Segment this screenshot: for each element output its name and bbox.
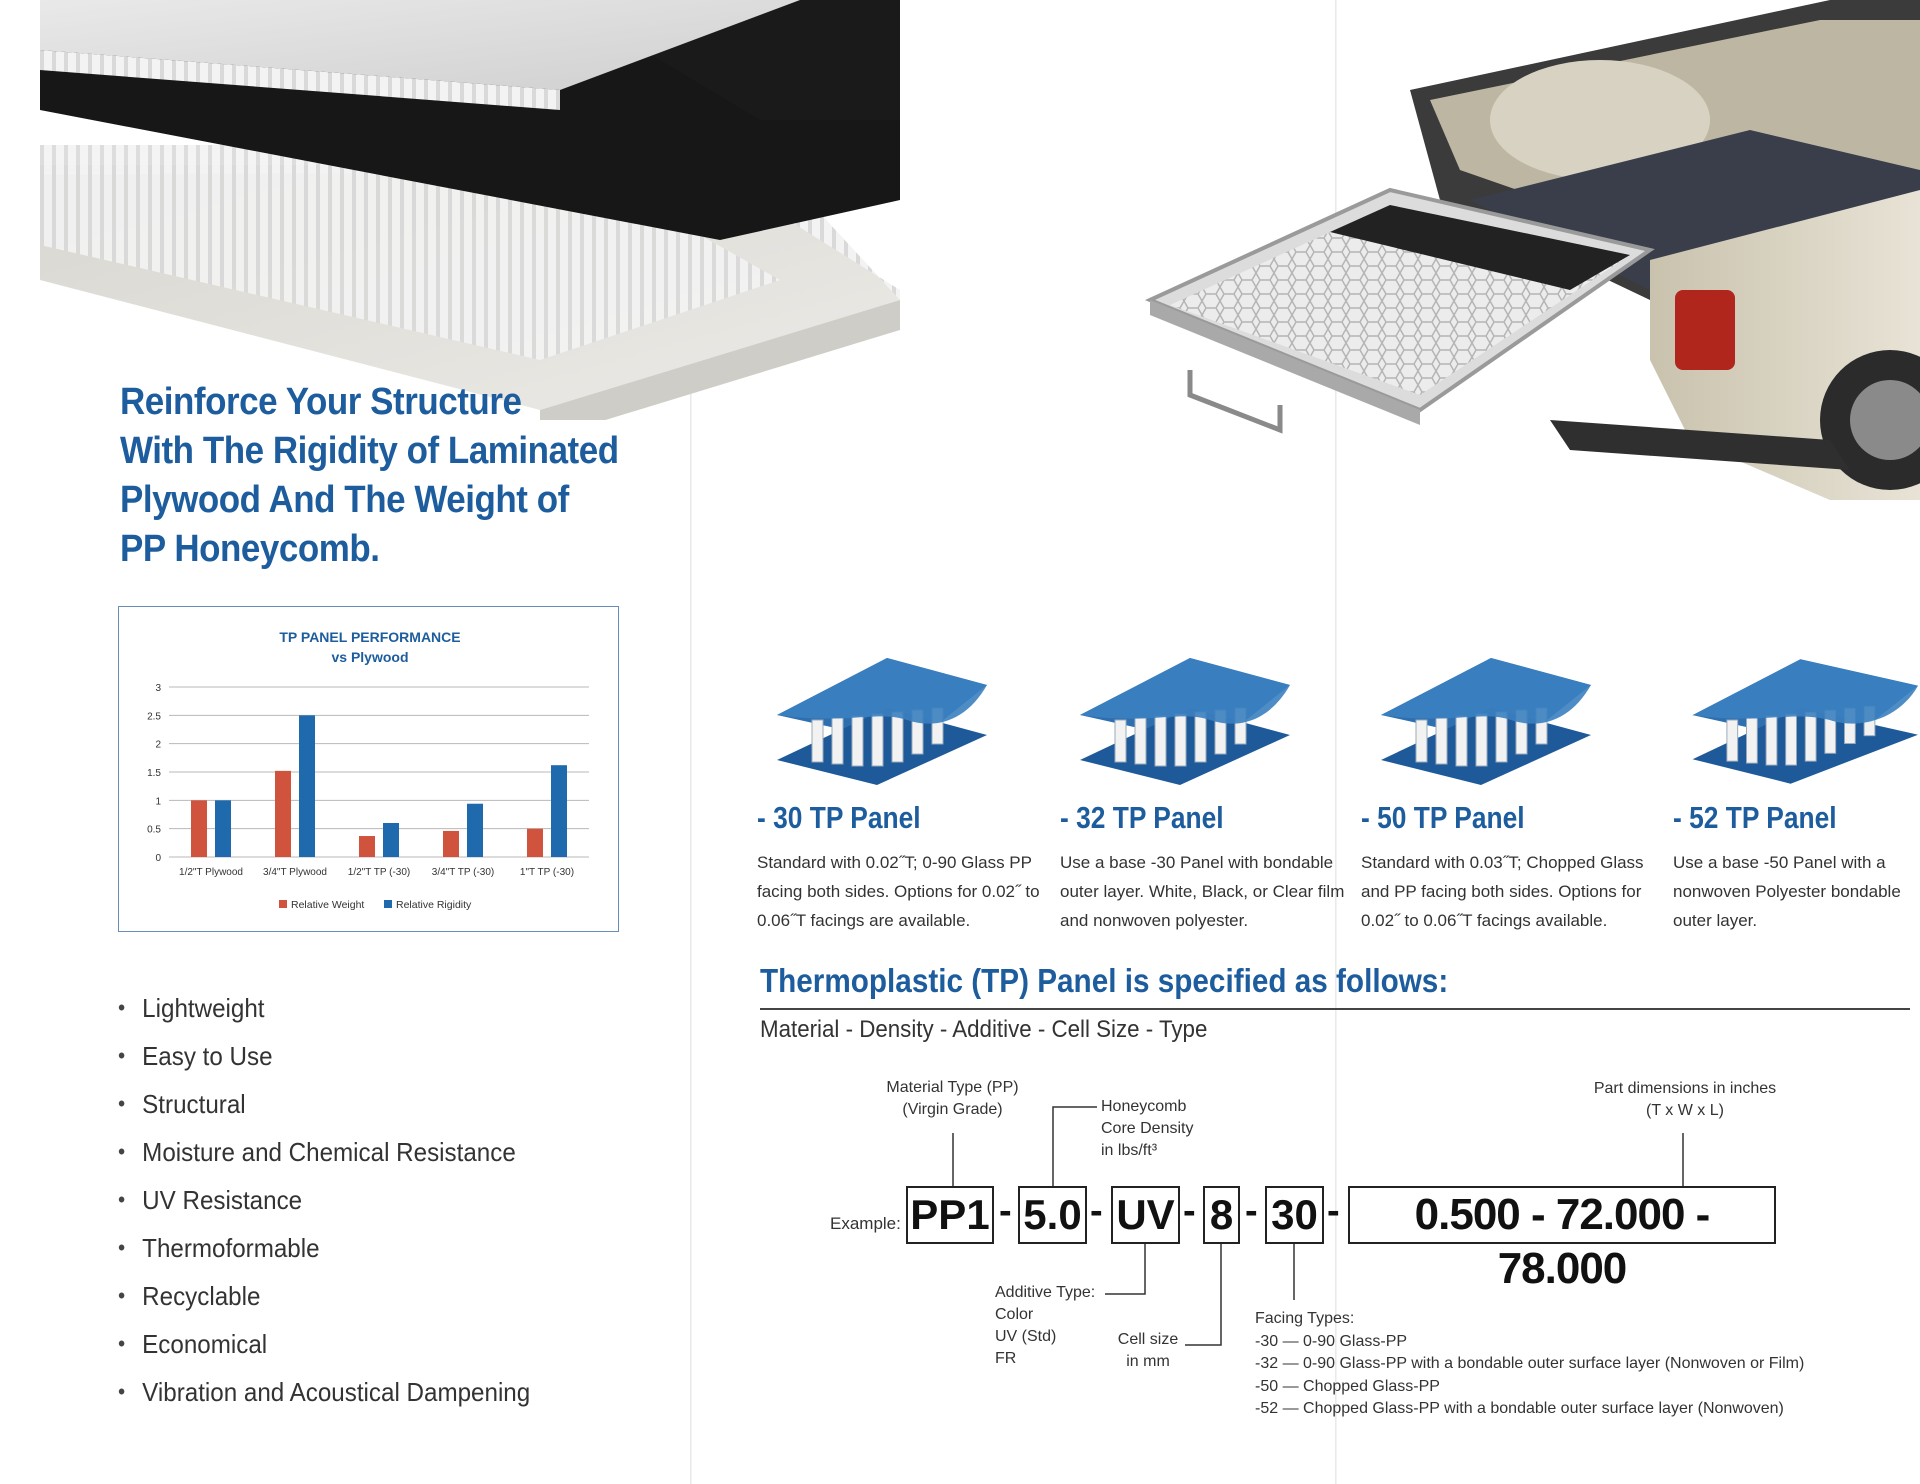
panel-description: Use a base -50 Panel with a nonwoven Polyester bondable outer layer. [1673,853,1901,930]
label-line: Material Type (PP) [886,1079,1019,1096]
bullet-icon: • [118,1331,126,1356]
facing-item: -52 — Chopped Glass-PP with a bondable outer surface layer (Nonwoven) [1255,1400,1784,1417]
honeycomb-panel-icon [1673,650,1918,790]
x-tick-label: 1/2"T TP (-30) [347,867,411,878]
y-tick-label: 2.5 [147,711,161,723]
example-label: Example: [830,1214,901,1233]
code-dimensions: 0.500 - 72.000 - 78.000 [1348,1186,1776,1244]
bar-relative-weight [191,800,207,857]
performance-chart [118,606,619,932]
headline [120,378,654,574]
bullet-icon: • [118,1091,126,1116]
bullet-icon: • [118,1139,126,1164]
bar-relative-rigidity [299,715,315,857]
code-additive: UV [1111,1186,1180,1244]
honeycomb-panel-icon [1060,650,1310,790]
cell-size-label [1108,1329,1188,1373]
label-line: Additive Type: [995,1284,1096,1301]
truck-cargo-slide-image [1130,0,1920,520]
bar-relative-weight [443,831,459,857]
code-separator: - [1327,1190,1340,1232]
feature-label: Economical [142,1329,268,1359]
label-line: in mm [1126,1353,1170,1370]
material-type-label [870,1077,1035,1121]
code-separator: - [1183,1190,1196,1232]
feature-label: Moisture and Chemical Resistance [142,1137,516,1167]
facing-heading: Facing Types: [1255,1310,1355,1327]
label-line: UV (Std) [995,1328,1057,1345]
feature-item [118,1224,530,1272]
feature-label: Thermoformable [142,1233,320,1263]
label-line: Honeycomb [1101,1098,1187,1115]
bullet-icon: • [118,1235,126,1260]
panel-description: Standard with 0.03˝T; Chopped Glass and PP facing both sides. Options for 0.02˝ to 0.06˝T facings available. [1361,853,1644,930]
feature-item [118,984,530,1032]
bar-relative-rigidity [551,765,567,857]
panel-title: - 32 TP Panel [1060,800,1224,835]
bar-relative-weight [275,771,291,857]
x-tick-label: 3/4"T TP (-30) [431,867,495,878]
y-tick-label: 0.5 [147,824,161,836]
panel-title: - 30 TP Panel [757,800,921,835]
code-separator: - [1090,1190,1103,1232]
headline-line: Reinforce Your Structure [120,381,522,423]
additive-type-label [995,1282,1095,1370]
legend-swatch [279,900,287,908]
x-tick-label: 3/4"T Plywood [263,867,327,878]
honeycomb-panel-icon [1361,650,1611,790]
facing-item: -30 — 0-90 Glass-PP [1255,1332,1408,1350]
chart-subtitle: vs Plywood [331,649,409,665]
bullet-icon: • [118,1187,126,1212]
y-tick-label: 1.5 [147,768,161,779]
code-cell-size: 8 [1203,1186,1240,1244]
label-line: (T x W x L) [1646,1102,1724,1119]
features-list [118,984,561,1416]
code-separator: - [1245,1190,1258,1232]
feature-item [118,1368,530,1416]
code-separator: - [999,1190,1012,1232]
bar-relative-rigidity [467,804,483,857]
laminated-panel-image [0,0,900,420]
feature-item [118,1272,530,1320]
feature-item [118,1032,530,1080]
y-tick-label: 1 [155,796,161,808]
y-tick-label: 0 [155,853,161,864]
bullet-icon: • [118,995,126,1020]
x-tick-label: 1/2"T Plywood [179,867,243,878]
x-tick-label: 1"T TP (-30) [519,867,575,878]
feature-item [118,1320,530,1368]
bar-relative-weight [527,829,543,857]
bar-relative-weight [359,836,375,857]
panel-title: - 50 TP Panel [1361,800,1525,835]
bullet-icon: • [118,1283,126,1308]
feature-label: Vibration and Acoustical Dampening [142,1377,531,1407]
panel-card-32 [1060,650,1360,935]
chart-title: TP PANEL PERFORMANCE [279,629,461,645]
panel-card-52 [1673,650,1918,935]
legend-label: Relative Rigidity [396,899,472,911]
headline-line: With The Rigidity of Laminated [120,430,619,472]
spec-format: Material - Density - Additive - Cell Size - Type [760,1016,1208,1043]
feature-label: UV Resistance [142,1185,303,1215]
legend-swatch [384,900,392,908]
facing-list [1255,1331,1804,1421]
code-material: PP1 [906,1186,994,1244]
panel-description: Use a base -30 Panel with bondable outer layer. White, Black, or Clear film and nonwoven polyester. [1060,853,1345,930]
label-line: (Virgin Grade) [902,1101,1003,1118]
panel-description: Standard with 0.02˝T; 0-90 Glass PP facing both sides. Options for 0.02˝ to 0.06˝T facings are available. [757,853,1040,930]
headline-line: Plywood And The Weight of [120,479,569,521]
feature-item [118,1080,530,1128]
label-line: Part dimensions in inches [1593,1080,1777,1097]
headline-line: PP Honeycomb. [120,528,380,570]
facing-item: -50 — Chopped Glass-PP [1255,1377,1440,1395]
label-line: Core Density [1101,1120,1194,1137]
feature-label: Lightweight [142,993,265,1023]
density-label [1101,1096,1193,1162]
bullet-icon: • [118,1379,126,1404]
facing-item: -32 — 0-90 Glass-PP with a bondable outer surface layer (Nonwoven or Film) [1255,1355,1805,1372]
divider [760,1008,1910,1010]
feature-label: Recyclable [142,1281,261,1311]
dimensions-label [1580,1078,1790,1122]
panel-card-50 [1361,650,1661,935]
feature-label: Structural [142,1089,246,1119]
label-line: Color [995,1306,1034,1323]
label-line: Cell size [1117,1331,1179,1348]
y-tick-label: 3 [155,683,161,694]
facing-types [1255,1308,1804,1421]
label-line: in lbs/ft³ [1101,1142,1158,1159]
chart-canvas [119,607,620,933]
feature-item [118,1176,530,1224]
feature-item [118,1128,530,1176]
y-tick-label: 2 [155,739,161,751]
honeycomb-panel-icon [757,650,1007,790]
panel-title: - 52 TP Panel [1673,800,1837,835]
legend-label: Relative Weight [291,899,365,911]
code-facing-type: 30 [1265,1186,1324,1244]
code-density: 5.0 [1018,1186,1087,1244]
spec-title: Thermoplastic (TP) Panel is specified as follows: [760,962,1449,999]
panel-card-30 [757,650,1057,935]
label-line: FR [995,1350,1017,1367]
bar-relative-rigidity [215,800,231,857]
bar-relative-rigidity [383,823,399,857]
feature-label: Easy to Use [142,1041,273,1071]
bullet-icon: • [118,1043,126,1068]
